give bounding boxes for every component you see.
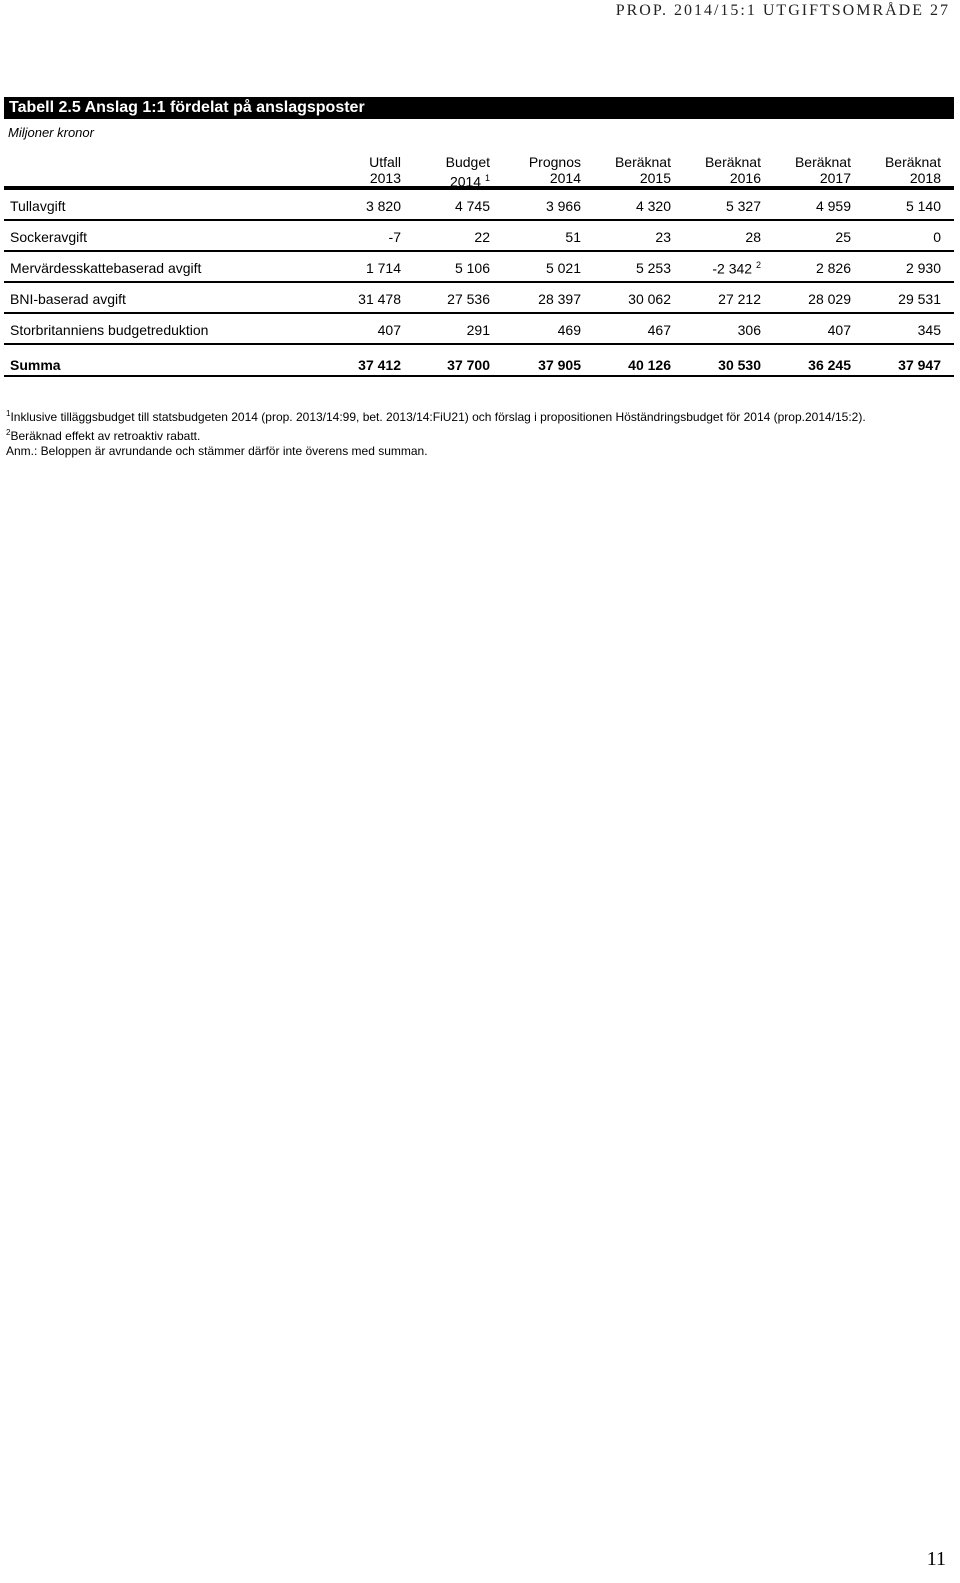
- table-cell: 5 021: [545, 260, 581, 276]
- table-cell: -2 342 $^2$: [712, 260, 761, 277]
- table-row: [4, 283, 954, 314]
- table-cell: 37 700: [447, 357, 490, 373]
- table-cell: 25: [835, 229, 851, 245]
- column-header: Beräknat 2015: [614, 154, 671, 186]
- table-cell: 27 536: [447, 291, 490, 307]
- table-cell: 37 947: [898, 357, 941, 373]
- table-cell: 291: [466, 322, 490, 338]
- column-header: Budget 2014 $^1$: [445, 154, 490, 190]
- table-cell: 28: [745, 229, 761, 245]
- row-label: Tullavgift: [10, 198, 66, 214]
- table-notes: [6, 406, 866, 459]
- table-cell: 51: [565, 229, 581, 245]
- column-header: Beräknat 2018: [884, 154, 941, 186]
- table-header-row: [4, 148, 954, 190]
- table-cell: 2 826: [815, 260, 851, 276]
- table-sum-row: [4, 345, 954, 377]
- footnote: $^2$Beräknad effekt av retroaktiv rabatt.: [6, 428, 201, 443]
- table-cell: 407: [827, 322, 851, 338]
- table-row: [4, 190, 954, 221]
- table-cell: 3 820: [365, 198, 401, 214]
- table-unit: Miljoner kronor: [8, 125, 94, 140]
- table-cell: 5 140: [905, 198, 941, 214]
- column-header: Utfall 2013: [369, 154, 401, 186]
- table-cell: 28 029: [808, 291, 851, 307]
- table-cell: 31 478: [358, 291, 401, 307]
- table-cell: 1 714: [365, 260, 401, 276]
- row-label: BNI-baserad avgift: [10, 291, 126, 307]
- table-cell: 37 905: [538, 357, 581, 373]
- footnote: Anm.: Beloppen är avrundande och stämmer därför inte överens med summan.: [6, 444, 428, 458]
- table-cell: 22: [474, 229, 490, 245]
- table-row: [4, 252, 954, 283]
- table-row: [4, 314, 954, 345]
- running-head: PROP. 2014/15:1 UTGIFTSOMRÅDE 27: [615, 2, 950, 19]
- table-cell: 0: [933, 229, 941, 245]
- table-cell: 469: [557, 322, 581, 338]
- table-cell: 30 530: [718, 357, 761, 373]
- table-cell: 5 253: [635, 260, 671, 276]
- table-cell: -7: [388, 229, 401, 245]
- column-header: Beräknat 2017: [794, 154, 851, 186]
- table-cell: 467: [647, 322, 671, 338]
- row-label: Mervärdesskattebaserad avgift: [10, 260, 202, 276]
- row-label: Sockeravgift: [10, 229, 88, 245]
- table-title: Tabell 2.5 Anslag 1:1 fördelat på anslagsposter: [4, 97, 954, 119]
- table-cell: 345: [917, 322, 941, 338]
- table-cell: 4 745: [454, 198, 490, 214]
- table-cell: 5 327: [725, 198, 761, 214]
- table-cell: 5 106: [454, 260, 490, 276]
- table-cell: 4 320: [635, 198, 671, 214]
- table-cell: 2 930: [905, 260, 941, 276]
- table-cell: 4 959: [815, 198, 851, 214]
- table-cell: 40 126: [628, 357, 671, 373]
- table-cell: 36 245: [808, 357, 851, 373]
- table-cell: 37 412: [358, 357, 401, 373]
- page-number: 11: [926, 1548, 946, 1570]
- table-cell: 407: [377, 322, 401, 338]
- table-cell: 29 531: [898, 291, 941, 307]
- row-label: Storbritanniens budgetreduktion: [10, 322, 209, 338]
- table-cell: 30 062: [628, 291, 671, 307]
- appropriation-table: [4, 148, 954, 377]
- table-row: [4, 221, 954, 252]
- table-cell: 3 966: [545, 198, 581, 214]
- table-cell: 306: [737, 322, 761, 338]
- column-header: Prognos 2014: [528, 154, 581, 186]
- table-cell: 28 397: [538, 291, 581, 307]
- footnote: $^1$Inklusive tilläggsbudget till statsbudgeten 2014 (prop. 2013/14:99, bet. 2013/14:FiU21) och förslag i propositionen Höständringsbudget för 2014 (prop.2014/15:2).: [6, 409, 866, 424]
- sum-label: Summa: [10, 357, 61, 373]
- table-cell: 27 212: [718, 291, 761, 307]
- column-header: Beräknat 2016: [704, 154, 761, 186]
- table-cell: 23: [655, 229, 671, 245]
